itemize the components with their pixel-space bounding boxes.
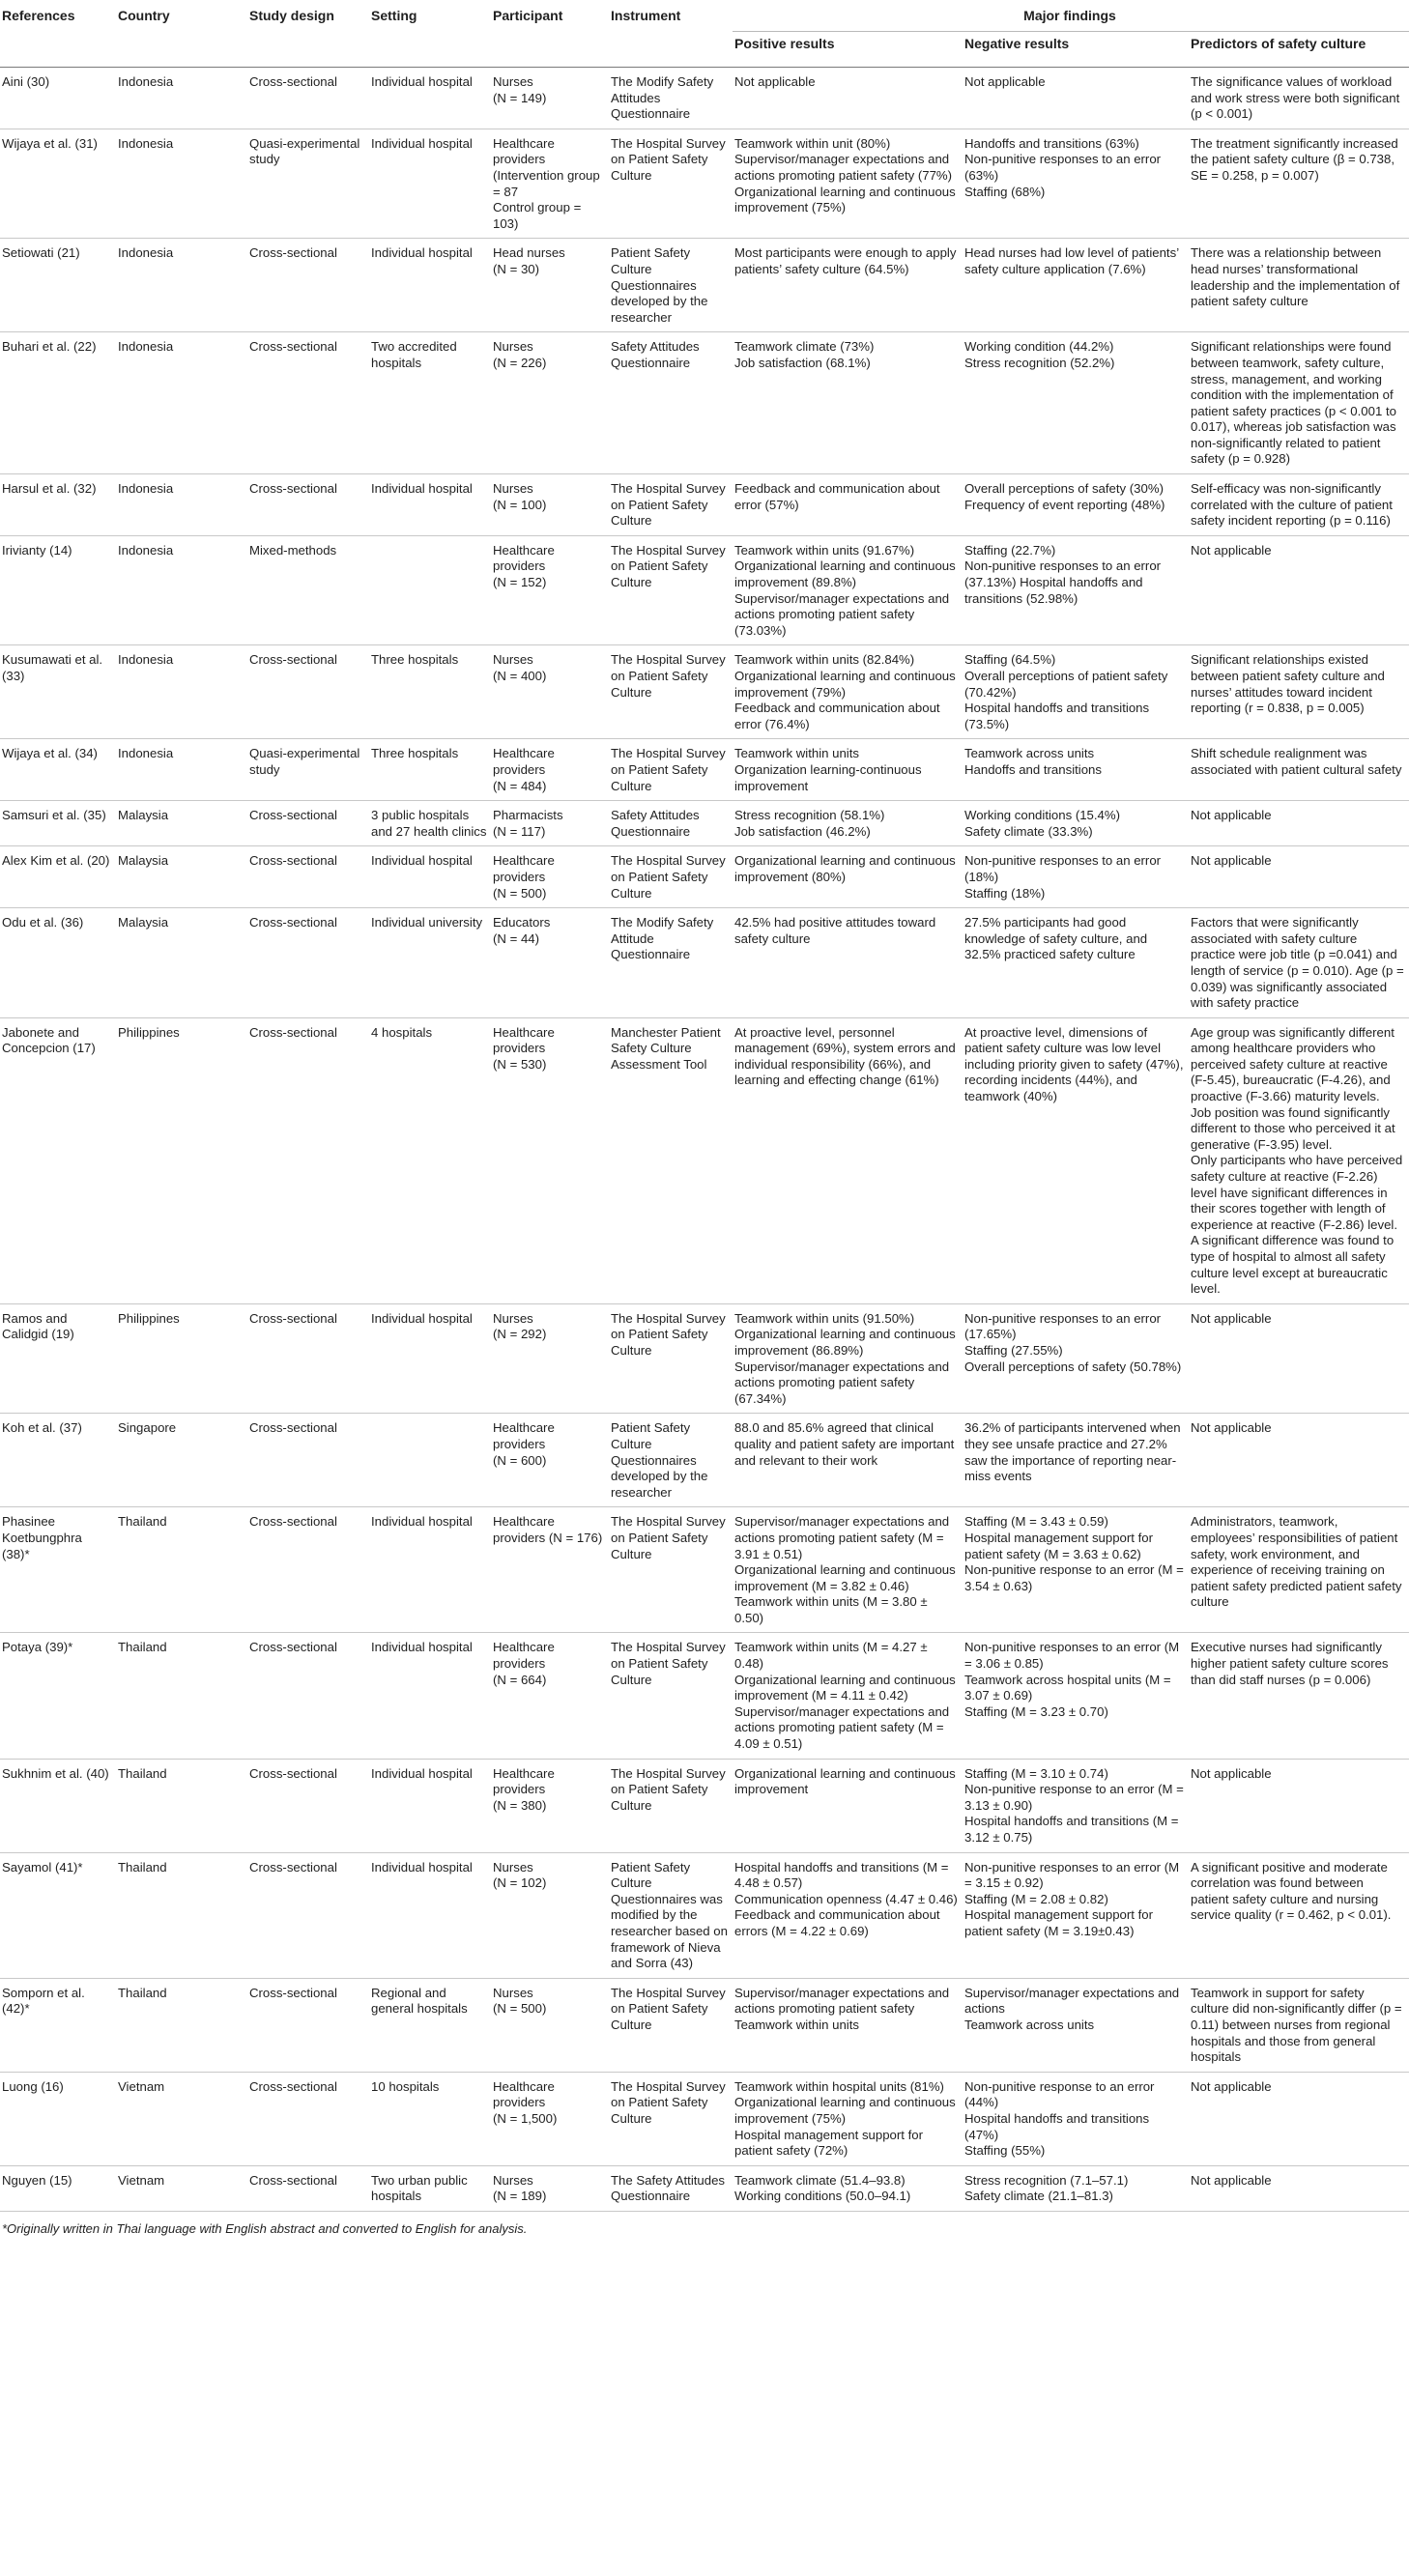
cell-reference: Alex Kim et al. (20) (0, 846, 116, 908)
cell-reference: Jabonete and Concepcion (17) (0, 1017, 116, 1303)
header-setting: Setting (369, 4, 491, 68)
cell-instrument: The Hospital Survey on Patient Safety Culture (609, 846, 733, 908)
cell-instrument: Safety Attitudes Questionnaire (609, 801, 733, 846)
cell-participant: Pharmacists (N = 117) (491, 801, 609, 846)
cell-positive-results: Not applicable (733, 68, 963, 129)
table-row (0, 535, 1409, 645)
cell-country: Thailand (116, 1978, 247, 2072)
cell-study-design: Cross-sectional (247, 1759, 369, 1852)
header-instrument: Instrument (609, 4, 733, 68)
cell-instrument: The Safety Attitudes Questionnaire (609, 2165, 733, 2211)
cell-positive-results: Hospital handoffs and transitions (M = 4.48 ± 0.57) Communication openness (4.47 ± 0.46) Feedback and communication about errors (M = 4.22 ± 0.69) (733, 1852, 963, 1978)
cell-reference: Wijaya et al. (31) (0, 129, 116, 239)
cell-setting (369, 1414, 491, 1507)
table-row (0, 645, 1409, 739)
cell-negative-results: Stress recognition (7.1–57.1) Safety climate (21.1–81.3) (963, 2165, 1189, 2211)
cell-reference: Ramos and Calidgid (19) (0, 1303, 116, 1414)
cell-participant: Nurses (N = 189) (491, 2165, 609, 2211)
cell-positive-results: Teamwork within units (M = 4.27 ± 0.48) Organizational learning and continuous improvement (M = 4.11 ± 0.42) Supervisor/manager expectations and actions promoting patient safety (M = 4.09 ± 0.51) (733, 1633, 963, 1759)
cell-study-design: Quasi-experimental study (247, 129, 369, 239)
cell-positive-results: Organizational learning and continuous improvement (733, 1759, 963, 1852)
cell-predictors: Not applicable (1189, 1303, 1409, 1414)
cell-participant: Healthcare providers (N = 484) (491, 739, 609, 801)
table-row (0, 1978, 1409, 2072)
cell-country: Indonesia (116, 129, 247, 239)
cell-setting: Two accredited hospitals (369, 332, 491, 474)
cell-participant: Healthcare providers (N = 176) (491, 1507, 609, 1633)
cell-study-design: Cross-sectional (247, 1978, 369, 2072)
cell-reference: Setiowati (21) (0, 239, 116, 332)
cell-predictors: Factors that were significantly associated with safety culture practice were job title (p =0.041) and length of service (p = 0.010). Age (p = 0.039) was significantly associated with safety practice (1189, 908, 1409, 1018)
header-country: Country (116, 4, 247, 68)
cell-predictors: Shift schedule realignment was associated with patient cultural safety (1189, 739, 1409, 801)
cell-setting (369, 535, 491, 645)
cell-positive-results: Teamwork within units (82.84%) Organizational learning and continuous improvement (79%) Feedback and communication about error (76.4%) (733, 645, 963, 739)
cell-instrument: Manchester Patient Safety Culture Assessment Tool (609, 1017, 733, 1303)
cell-predictors: Not applicable (1189, 2072, 1409, 2165)
cell-instrument: The Hospital Survey on Patient Safety Culture (609, 1759, 733, 1852)
cell-reference: Odu et al. (36) (0, 908, 116, 1018)
header-study-design: Study design (247, 4, 369, 68)
cell-participant: Nurses (N = 500) (491, 1978, 609, 2072)
cell-country: Malaysia (116, 908, 247, 1018)
cell-instrument: The Hospital Survey on Patient Safety Culture (609, 1507, 733, 1633)
cell-country: Indonesia (116, 474, 247, 536)
cell-study-design: Cross-sectional (247, 2165, 369, 2211)
cell-predictors: The treatment significantly increased the patient safety culture (β = 0.738, SE = 0.258, p = 0.007) (1189, 129, 1409, 239)
cell-participant: Healthcare providers (N = 600) (491, 1414, 609, 1507)
cell-setting: Individual university (369, 908, 491, 1018)
cell-participant: Nurses (N = 149) (491, 68, 609, 129)
cell-country: Indonesia (116, 739, 247, 801)
cell-instrument: Safety Attitudes Questionnaire (609, 332, 733, 474)
table-row (0, 2165, 1409, 2211)
table-row (0, 1852, 1409, 1978)
cell-country: Thailand (116, 1759, 247, 1852)
cell-setting: Individual hospital (369, 68, 491, 129)
cell-participant: Nurses (N = 292) (491, 1303, 609, 1414)
cell-country: Indonesia (116, 332, 247, 474)
cell-study-design: Cross-sectional (247, 846, 369, 908)
cell-positive-results: Supervisor/manager expectations and actions promoting patient safety (M = 3.91 ± 0.51) Organizational learning and continuous improvement (M = 3.82 ± 0.46) Teamwork within units (M = 3.80 ± 0.50) (733, 1507, 963, 1633)
cell-negative-results: Non-punitive responses to an error (M = 3.06 ± 0.85) Teamwork across hospital units (M = 3.07 ± 0.69) Staffing (M = 3.23 ± 0.70) (963, 1633, 1189, 1759)
cell-participant: Healthcare providers (N = 500) (491, 846, 609, 908)
cell-positive-results: Teamwork within units (91.67%) Organizational learning and continuous improvement (89.8%) Supervisor/manager expectations and actions promoting patient safety (73.03%) (733, 535, 963, 645)
cell-predictors: Teamwork in support for safety culture did non-significantly differ (p = 0.11) between nurses from regional hospitals and those from general hospitals (1189, 1978, 1409, 2072)
cell-positive-results: Most participants were enough to apply patients’ safety culture (64.5%) (733, 239, 963, 332)
cell-study-design: Cross-sectional (247, 474, 369, 536)
cell-country: Philippines (116, 1303, 247, 1414)
cell-participant: Healthcare providers (N = 664) (491, 1633, 609, 1759)
cell-participant: Nurses (N = 100) (491, 474, 609, 536)
cell-participant: Healthcare providers (N = 1,500) (491, 2072, 609, 2165)
table-row (0, 2072, 1409, 2165)
cell-negative-results: Non-punitive responses to an error (18%) Staffing (18%) (963, 846, 1189, 908)
cell-reference: Irivianty (14) (0, 535, 116, 645)
cell-positive-results: Teamwork within units (91.50%) Organizational learning and continuous improvement (86.89%) Supervisor/manager expectations and actions promoting patient safety (67.34%) (733, 1303, 963, 1414)
cell-country: Vietnam (116, 2072, 247, 2165)
cell-negative-results: Staffing (M = 3.43 ± 0.59) Hospital management support for patient safety (M = 3.63 ± 0.62) Non-punitive response to an error (M = 3.54 ± 0.63) (963, 1507, 1189, 1633)
cell-reference: Sukhnim et al. (40) (0, 1759, 116, 1852)
cell-negative-results: Staffing (64.5%) Overall perceptions of patient safety (70.42%) Hospital handoffs and transitions (73.5%) (963, 645, 1189, 739)
header-predictors: Predictors of safety culture (1189, 32, 1409, 68)
cell-participant: Healthcare providers (N = 152) (491, 535, 609, 645)
cell-negative-results: Supervisor/manager expectations and actions Teamwork across units (963, 1978, 1189, 2072)
cell-country: Indonesia (116, 239, 247, 332)
cell-study-design: Cross-sectional (247, 1303, 369, 1414)
cell-instrument: Patient Safety Culture Questionnaires developed by the researcher (609, 1414, 733, 1507)
cell-predictors: Administrators, teamwork, employees’ responsibilities of patient safety, work environment, and experience of receiving training on patient safety predicted patient safety culture (1189, 1507, 1409, 1633)
cell-participant: Educators (N = 44) (491, 908, 609, 1018)
cell-setting: 4 hospitals (369, 1017, 491, 1303)
cell-positive-results: Feedback and communication about error (57%) (733, 474, 963, 536)
cell-reference: Samsuri et al. (35) (0, 801, 116, 846)
cell-negative-results: Teamwork across units Handoffs and transitions (963, 739, 1189, 801)
cell-predictors: The significance values of workload and work stress were both significant (p < 0.001) (1189, 68, 1409, 129)
cell-instrument: The Hospital Survey on Patient Safety Culture (609, 1978, 733, 2072)
header-participant: Participant (491, 4, 609, 68)
table-row (0, 474, 1409, 536)
cell-participant: Healthcare providers (N = 380) (491, 1759, 609, 1852)
cell-reference: Aini (30) (0, 68, 116, 129)
cell-negative-results: Staffing (22.7%) Non-punitive responses to an error (37.13%) Hospital handoffs and transitions (52.98%) (963, 535, 1189, 645)
cell-instrument: Patient Safety Culture Questionnaires was modified by the researcher based on framework of Nieva and Sorra (43) (609, 1852, 733, 1978)
cell-negative-results: Handoffs and transitions (63%) Non-punitive responses to an error (63%) Staffing (68%) (963, 129, 1189, 239)
cell-study-design: Cross-sectional (247, 332, 369, 474)
cell-instrument: The Hospital Survey on Patient Safety Culture (609, 645, 733, 739)
cell-negative-results: Non-punitive response to an error (44%) Hospital handoffs and transitions (47%) Staffing (55%) (963, 2072, 1189, 2165)
cell-negative-results: Working conditions (15.4%) Safety climate (33.3%) (963, 801, 1189, 846)
cell-setting: Individual hospital (369, 1852, 491, 1978)
cell-participant: Nurses (N = 226) (491, 332, 609, 474)
cell-predictors: A significant positive and moderate correlation was found between patient safety culture and nursing service quality (r = 0.462, p < 0.01). (1189, 1852, 1409, 1978)
cell-negative-results: At proactive level, dimensions of patient safety culture was low level including priority given to safety (47%), recording incidents (44%), and teamwork (40%) (963, 1017, 1189, 1303)
cell-negative-results: Head nurses had low level of patients’ safety culture application (7.6%) (963, 239, 1189, 332)
cell-country: Singapore (116, 1414, 247, 1507)
cell-setting: Three hospitals (369, 739, 491, 801)
cell-reference: Potaya (39)* (0, 1633, 116, 1759)
cell-predictors: Self-efficacy was non-significantly correlated with the culture of patient safety incident reporting (p = 0.116) (1189, 474, 1409, 536)
table-footnote: *Originally written in Thai language with English abstract and converted to English for analysis. (2, 2220, 528, 2236)
cell-instrument: The Hospital Survey on Patient Safety Culture (609, 1633, 733, 1759)
cell-negative-results: Non-punitive responses to an error (M = 3.15 ± 0.92) Staffing (M = 2.08 ± 0.82) Hospital management support for patient safety (M = 3.19±0.43) (963, 1852, 1189, 1978)
cell-predictors: Significant relationships were found between teamwork, safety culture, stress, management, and working condition with the implementation of patient safety practices (p < 0.001 to 0.017), whereas job satisfaction was non-significantly related to patient safety (p = 0.928) (1189, 332, 1409, 474)
cell-setting: Individual hospital (369, 1633, 491, 1759)
cell-study-design: Cross-sectional (247, 68, 369, 129)
table-row (0, 239, 1409, 332)
cell-positive-results: 88.0 and 85.6% agreed that clinical quality and patient safety are important and relevant to their work (733, 1414, 963, 1507)
cell-negative-results: Staffing (M = 3.10 ± 0.74) Non-punitive response to an error (M = 3.13 ± 0.90) Hospital handoffs and transitions (M = 3.12 ± 0.75) (963, 1759, 1189, 1852)
cell-positive-results: Teamwork climate (51.4–93.8) Working conditions (50.0–94.1) (733, 2165, 963, 2211)
cell-setting: Two urban public hospitals (369, 2165, 491, 2211)
cell-country: Malaysia (116, 846, 247, 908)
cell-country: Thailand (116, 1852, 247, 1978)
cell-instrument: The Hospital Survey on Patient Safety Culture (609, 739, 733, 801)
table-row (0, 332, 1409, 474)
cell-country: Indonesia (116, 68, 247, 129)
cell-predictors: Not applicable (1189, 535, 1409, 645)
cell-participant: Head nurses (N = 30) (491, 239, 609, 332)
cell-setting: Individual hospital (369, 474, 491, 536)
studies-table (0, 4, 1409, 2212)
cell-predictors: There was a relationship between head nurses’ transformational leadership and the implementation of patient safety culture (1189, 239, 1409, 332)
cell-participant: Nurses (N = 102) (491, 1852, 609, 1978)
header-references: References (0, 4, 116, 68)
cell-negative-results: Not applicable (963, 68, 1189, 129)
cell-positive-results: Teamwork within unit (80%) Supervisor/manager expectations and actions promoting patient safety (77%) Organizational learning and continuous improvement (75%) (733, 129, 963, 239)
cell-instrument: The Hospital Survey on Patient Safety Culture (609, 129, 733, 239)
cell-positive-results: Organizational learning and continuous improvement (80%) (733, 846, 963, 908)
cell-setting: Individual hospital (369, 1759, 491, 1852)
cell-positive-results: Teamwork within units Organization learning-continuous improvement (733, 739, 963, 801)
cell-country: Thailand (116, 1507, 247, 1633)
cell-study-design: Cross-sectional (247, 801, 369, 846)
table-row (0, 1303, 1409, 1414)
cell-setting: 10 hospitals (369, 2072, 491, 2165)
cell-negative-results: Overall perceptions of safety (30%) Frequency of event reporting (48%) (963, 474, 1189, 536)
cell-reference: Somporn et al. (42)* (0, 1978, 116, 2072)
cell-country: Indonesia (116, 535, 247, 645)
table-row (0, 1017, 1409, 1303)
cell-participant: Healthcare providers (N = 530) (491, 1017, 609, 1303)
table-row (0, 739, 1409, 801)
cell-study-design: Cross-sectional (247, 645, 369, 739)
cell-reference: Wijaya et al. (34) (0, 739, 116, 801)
cell-instrument: The Hospital Survey on Patient Safety Culture (609, 1303, 733, 1414)
cell-negative-results: Working condition (44.2%) Stress recognition (52.2%) (963, 332, 1189, 474)
cell-reference: Kusumawati et al. (33) (0, 645, 116, 739)
cell-instrument: The Modify Safety Attitude Questionnaire (609, 908, 733, 1018)
table-row (0, 68, 1409, 129)
cell-reference: Luong (16) (0, 2072, 116, 2165)
cell-study-design: Mixed-methods (247, 535, 369, 645)
table-row (0, 801, 1409, 846)
cell-study-design: Cross-sectional (247, 1414, 369, 1507)
table-row (0, 129, 1409, 239)
cell-positive-results: Teamwork within hospital units (81%) Organizational learning and continuous improvement (75%) Hospital management support for patient safety (72%) (733, 2072, 963, 2165)
table-body (0, 68, 1409, 2212)
cell-reference: Harsul et al. (32) (0, 474, 116, 536)
header-major-findings: Major findings (733, 4, 1409, 32)
cell-instrument: The Hospital Survey on Patient Safety Culture (609, 474, 733, 536)
cell-predictors: Not applicable (1189, 1759, 1409, 1852)
table-row (0, 1759, 1409, 1852)
cell-setting: Individual hospital (369, 846, 491, 908)
cell-country: Malaysia (116, 801, 247, 846)
cell-study-design: Cross-sectional (247, 2072, 369, 2165)
cell-setting: 3 public hospitals and 27 health clinics (369, 801, 491, 846)
cell-setting: Three hospitals (369, 645, 491, 739)
cell-predictors: Not applicable (1189, 846, 1409, 908)
cell-country: Thailand (116, 1633, 247, 1759)
cell-instrument: The Hospital Survey on Patient Safety Culture (609, 2072, 733, 2165)
cell-setting: Individual hospital (369, 239, 491, 332)
cell-reference: Buhari et al. (22) (0, 332, 116, 474)
cell-participant: Nurses (N = 400) (491, 645, 609, 739)
cell-positive-results: Stress recognition (58.1%) Job satisfaction (46.2%) (733, 801, 963, 846)
cell-negative-results: Non-punitive responses to an error (17.65%) Staffing (27.55%) Overall perceptions of safety (50.78%) (963, 1303, 1189, 1414)
cell-positive-results: Supervisor/manager expectations and actions promoting patient safety Teamwork within units (733, 1978, 963, 2072)
header-negative-results: Negative results (963, 32, 1189, 68)
cell-instrument: The Hospital Survey on Patient Safety Culture (609, 535, 733, 645)
cell-country: Vietnam (116, 2165, 247, 2211)
cell-setting: Individual hospital (369, 129, 491, 239)
table-row (0, 908, 1409, 1018)
table-row (0, 1633, 1409, 1759)
cell-reference: Nguyen (15) (0, 2165, 116, 2211)
table-header (0, 4, 1409, 68)
cell-negative-results: 36.2% of participants intervened when they see unsafe practice and 27.2% saw the importance of reporting near-miss events (963, 1414, 1189, 1507)
cell-study-design: Cross-sectional (247, 1852, 369, 1978)
cell-instrument: Patient Safety Culture Questionnaires developed by the researcher (609, 239, 733, 332)
cell-positive-results: At proactive level, personnel management (69%), system errors and individual responsibility (66%), and learning and effecting change (61%) (733, 1017, 963, 1303)
cell-predictors: Not applicable (1189, 1414, 1409, 1507)
cell-instrument: The Modify Safety Attitudes Questionnaire (609, 68, 733, 129)
cell-predictors: Significant relationships existed between patient safety culture and nurses’ attitudes toward incident reporting (r = 0.838, p = 0.005) (1189, 645, 1409, 739)
cell-predictors: Executive nurses had significantly higher patient safety culture scores than did staff nurses (p = 0.006) (1189, 1633, 1409, 1759)
cell-setting: Regional and general hospitals (369, 1978, 491, 2072)
cell-participant: Healthcare providers (Intervention group = 87 Control group = 103) (491, 129, 609, 239)
cell-setting: Individual hospital (369, 1507, 491, 1633)
cell-study-design: Cross-sectional (247, 1507, 369, 1633)
cell-study-design: Cross-sectional (247, 908, 369, 1018)
cell-setting: Individual hospital (369, 1303, 491, 1414)
cell-reference: Phasinee Koetbungphra (38)* (0, 1507, 116, 1633)
cell-predictors: Not applicable (1189, 801, 1409, 846)
cell-study-design: Cross-sectional (247, 1633, 369, 1759)
cell-predictors: Not applicable (1189, 2165, 1409, 2211)
cell-study-design: Cross-sectional (247, 1017, 369, 1303)
cell-predictors: Age group was significantly different among healthcare providers who perceived safety culture at reactive (F-5.45), bureaucratic (F-4.26), and proactive (F-3.66) maturity levels. Job position was found significantly different to those who perceived it at generative (F-3.95) level. Only participants who have perceived safety culture at reactive (F-2.26) level have significant differences in their scores together with length of experience at reactive (F-2.86) level. A significant difference was found to type of hospital to almost all safety culture level except at bureaucratic level. (1189, 1017, 1409, 1303)
cell-country: Philippines (116, 1017, 247, 1303)
cell-positive-results: Teamwork climate (73%) Job satisfaction (68.1%) (733, 332, 963, 474)
table-row (0, 1414, 1409, 1507)
table-row (0, 846, 1409, 908)
cell-negative-results: 27.5% participants had good knowledge of safety culture, and 32.5% practiced safety culture (963, 908, 1189, 1018)
header-positive-results: Positive results (733, 32, 963, 68)
cell-study-design: Cross-sectional (247, 239, 369, 332)
cell-positive-results: 42.5% had positive attitudes toward safety culture (733, 908, 963, 1018)
cell-reference: Sayamol (41)* (0, 1852, 116, 1978)
cell-reference: Koh et al. (37) (0, 1414, 116, 1507)
table-row (0, 1507, 1409, 1633)
cell-country: Indonesia (116, 645, 247, 739)
cell-study-design: Quasi-experimental study (247, 739, 369, 801)
